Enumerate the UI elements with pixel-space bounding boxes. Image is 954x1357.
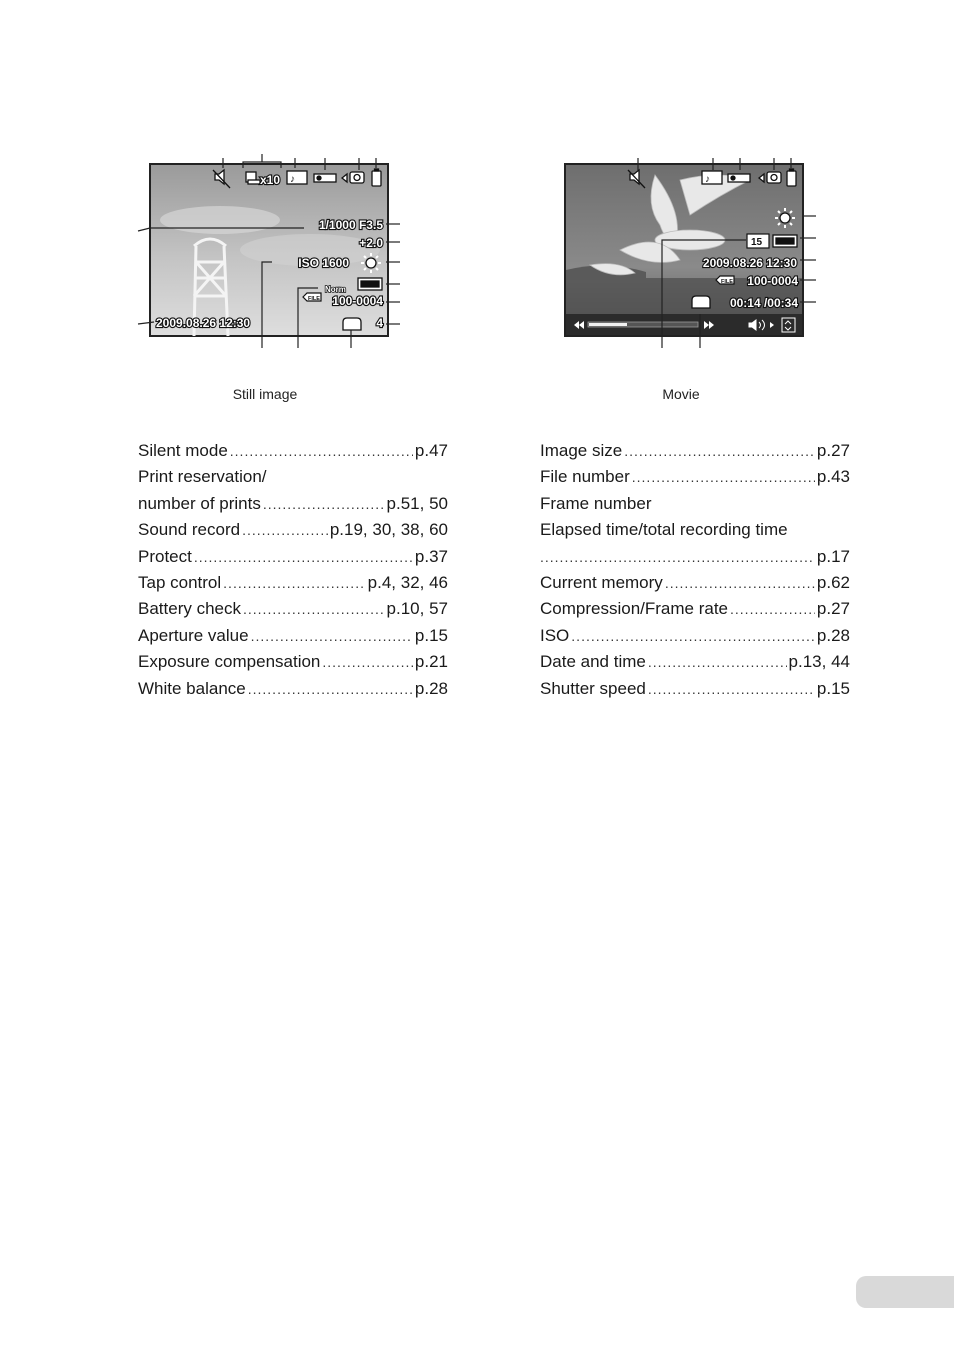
shutter-aperture: 1/1000 F3.5 bbox=[318, 218, 383, 232]
current-memory-icon bbox=[692, 296, 710, 308]
frame-number: 4 bbox=[376, 316, 383, 330]
frame-rate-value: 15 bbox=[751, 237, 763, 248]
reference-item: Battery check ..... p.10, 57 bbox=[138, 596, 448, 622]
print-count: x10 bbox=[260, 173, 281, 187]
current-memory-icon bbox=[343, 318, 361, 330]
date-time: 2009.08.26 12:30 bbox=[156, 316, 251, 330]
reference-item: number of prints ..... p.51, 50 bbox=[138, 491, 448, 517]
compression-mode: Norm bbox=[325, 285, 346, 294]
reference-item: Frame number bbox=[540, 493, 652, 513]
reference-item: Elapsed time/total recording time bbox=[540, 520, 788, 540]
movie-caption: Movie bbox=[662, 386, 700, 402]
sound-record-icon bbox=[287, 171, 307, 185]
reference-list-right bbox=[540, 438, 850, 702]
protect-icon bbox=[314, 174, 336, 182]
file-badge-text: FILE bbox=[721, 279, 733, 285]
page-tab bbox=[856, 1276, 954, 1308]
reference-item: Aperture value ..... p.15 bbox=[138, 623, 448, 649]
elapsed-total-time: 00:14 /00:34 bbox=[729, 296, 798, 310]
reference-item: File number ..... p.43 bbox=[540, 464, 850, 490]
image-size-icon bbox=[773, 235, 797, 247]
exposure-compensation: +2.0 bbox=[359, 236, 383, 250]
reference-item: Protect ..... p.37 bbox=[138, 544, 448, 570]
reference-item: Shutter speed ..... p.15 bbox=[540, 676, 850, 702]
white-balance-icon bbox=[775, 208, 795, 228]
protect-icon bbox=[728, 174, 750, 182]
file-number: 100-0004 bbox=[332, 294, 383, 308]
still-image-caption: Still image bbox=[232, 386, 298, 402]
reference-item: ..... p.17 bbox=[540, 544, 850, 570]
still-image-lcd bbox=[110, 150, 450, 350]
reference-item: Compression/Frame rate ..... p.27 bbox=[540, 596, 850, 622]
reference-item: Date and time ..... p.13, 44 bbox=[540, 649, 850, 675]
reference-item: Silent mode ..... p.47 bbox=[138, 438, 448, 464]
sound-record-icon bbox=[702, 171, 722, 185]
white-balance-icon bbox=[361, 253, 381, 273]
svg-text:♪: ♪ bbox=[705, 174, 710, 185]
date-time: 2009.08.26 12:30 bbox=[702, 256, 797, 270]
battery-check-icon bbox=[787, 169, 796, 186]
battery-check-icon bbox=[372, 169, 381, 186]
reference-item: Sound record ..... p.19, 30, 38, 60 bbox=[138, 517, 448, 543]
file-badge-text: FILE bbox=[308, 296, 320, 302]
still-image-diagram bbox=[110, 150, 450, 350]
movie-diagram bbox=[530, 150, 870, 350]
iso-value: ISO 1600 bbox=[298, 256, 349, 270]
reference-item: Current memory ..... p.62 bbox=[540, 570, 850, 596]
movie-lcd bbox=[530, 150, 870, 350]
reference-item: Tap control ..... p.4, 32, 46 bbox=[138, 570, 448, 596]
reference-item: Print reservation/ bbox=[138, 467, 267, 487]
image-size-icon bbox=[358, 278, 382, 290]
reference-item: Image size ..... p.27 bbox=[540, 438, 850, 464]
reference-list-left bbox=[138, 438, 448, 702]
progress-fill bbox=[589, 323, 627, 326]
file-number: 100-0004 bbox=[747, 274, 798, 288]
svg-text:♪: ♪ bbox=[290, 174, 295, 185]
reference-item: Exposure compensation ..... p.21 bbox=[138, 649, 448, 675]
reference-item: ISO ..... p.28 bbox=[540, 623, 850, 649]
frame-rate-icon bbox=[747, 234, 769, 248]
reference-item: White balance ..... p.28 bbox=[138, 676, 448, 702]
